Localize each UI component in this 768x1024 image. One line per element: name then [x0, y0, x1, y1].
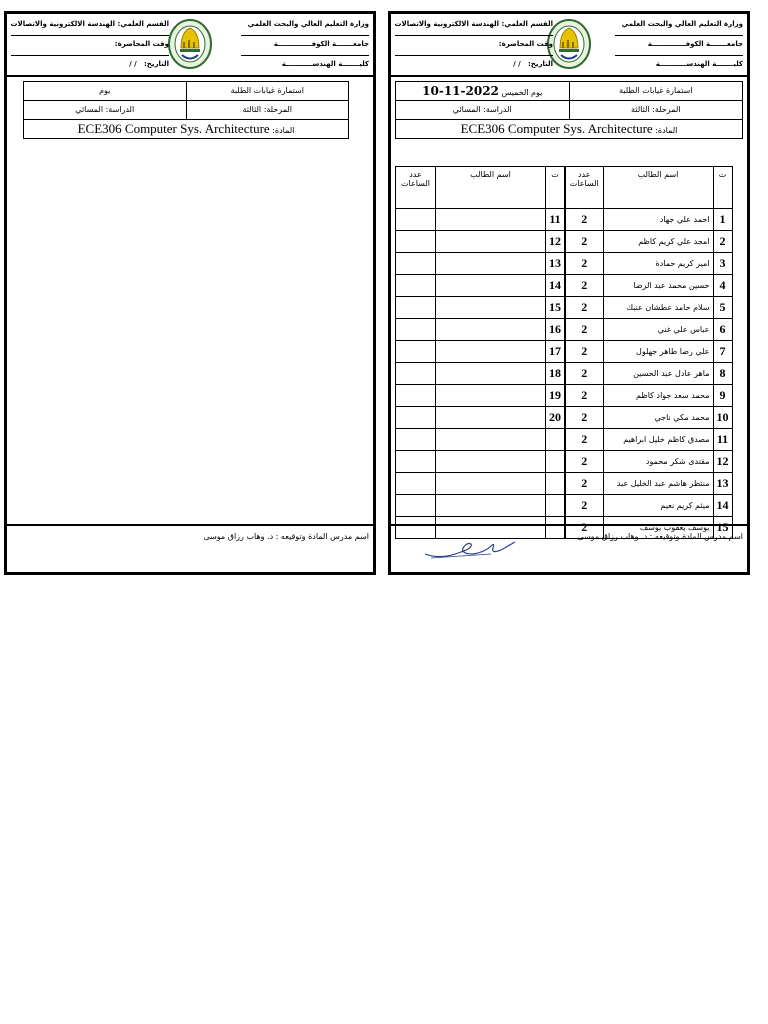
college-name: كليـــــــة الهندســـــــــــة	[615, 56, 743, 76]
table-row	[396, 253, 733, 275]
absence-hours-2	[396, 209, 436, 231]
student-name-2	[436, 429, 546, 451]
student-name: علي رضا طاهر جهلول	[603, 341, 713, 363]
sheet-footer	[391, 524, 747, 572]
row-number-2	[546, 451, 566, 473]
row-number-2: 11	[546, 209, 566, 231]
table-row	[396, 231, 733, 253]
university-seal-icon	[167, 18, 213, 70]
student-name-2	[436, 451, 546, 473]
absence-hours: 2	[565, 363, 603, 385]
col-hours-header-2: عدد الساعات	[396, 167, 436, 209]
absence-hours-2	[396, 385, 436, 407]
sheet-header	[7, 14, 373, 77]
absence-hours: 2	[565, 297, 603, 319]
student-name: احمد علي جهاد	[603, 209, 713, 231]
row-number: 15	[713, 517, 732, 539]
subject-field	[24, 120, 348, 138]
row-number-2	[546, 495, 566, 517]
row-number-2: 18	[546, 363, 566, 385]
department-name: القسم العلمي: الهندسة الالكترونية والاتصالات	[11, 16, 169, 36]
absence-hours-2	[396, 451, 436, 473]
absence-hours-2	[396, 341, 436, 363]
student-name-2	[436, 253, 546, 275]
day-field	[396, 82, 570, 100]
handwritten-signature	[421, 530, 517, 562]
absence-hours-2	[396, 495, 436, 517]
row-number: 11	[713, 429, 732, 451]
student-name: سلام حامد عطشان عنبك	[603, 297, 713, 319]
student-name: مقتدى شكر محمود	[603, 451, 713, 473]
student-name-2	[436, 363, 546, 385]
row-number: 8	[713, 363, 732, 385]
col-name-header: اسم الطالب	[603, 167, 713, 209]
student-name: عباس علي غني	[603, 319, 713, 341]
absence-hours-2	[396, 363, 436, 385]
col-no-header-2: ت	[546, 167, 566, 209]
absence-hours: 2	[565, 275, 603, 297]
form-title: استمارة غيابات الطلبة	[230, 86, 304, 95]
ministry-name: وزارة التعليم العالي والبحث العلمي	[615, 16, 743, 36]
date-label: التاريخ:	[527, 60, 553, 68]
date-label: التاريخ:	[143, 60, 169, 68]
row-number: 6	[713, 319, 732, 341]
date-blank: / /	[129, 60, 137, 68]
row-number-2: 19	[546, 385, 566, 407]
ministry-block	[241, 16, 369, 76]
lecture-time-label: وقت المحاضرة:	[11, 36, 169, 56]
student-name-2	[436, 473, 546, 495]
col-no-header: ت	[713, 167, 732, 209]
university-name: جامعـــــــة الكوفــــــــــــــة	[241, 36, 369, 56]
student-name-2	[436, 297, 546, 319]
student-name: يوسف يعقوب يوسف	[603, 517, 713, 539]
row-number: 12	[713, 451, 732, 473]
row-number: 5	[713, 297, 732, 319]
table-row	[396, 275, 733, 297]
student-name: محمد مكي ناجي	[603, 407, 713, 429]
student-absence-table	[395, 166, 733, 539]
absence-hours: 2	[565, 473, 603, 495]
row-number-2: 12	[546, 231, 566, 253]
absence-hours: 2	[565, 495, 603, 517]
date-blank: / /	[513, 60, 521, 68]
study-field: الدراسة: المسائي	[396, 101, 570, 119]
attendance-sheet-blank	[4, 11, 376, 575]
department-block	[395, 16, 553, 76]
table-row	[396, 209, 733, 231]
absence-hours-2	[396, 275, 436, 297]
absence-hours: 2	[565, 451, 603, 473]
col-name-header-2: اسم الطالب	[436, 167, 546, 209]
row-number: 9	[713, 385, 732, 407]
row-number-2: 17	[546, 341, 566, 363]
absence-hours: 2	[565, 253, 603, 275]
col-hours-header: عدد الساعات	[565, 167, 603, 209]
student-name-2	[436, 385, 546, 407]
row-number-2	[546, 429, 566, 451]
subject-label: المادة:	[655, 126, 678, 135]
student-name: حسين محمد عبد الرضا	[603, 275, 713, 297]
student-name-2	[436, 495, 546, 517]
absence-hours-2	[396, 231, 436, 253]
absence-hours: 2	[565, 231, 603, 253]
absence-hours-2	[396, 319, 436, 341]
table-row	[396, 319, 733, 341]
absence-hours: 2	[565, 209, 603, 231]
student-name: امجد علي كريم كاظم	[603, 231, 713, 253]
row-number-2: 13	[546, 253, 566, 275]
student-name: امير كريم حمادة	[603, 253, 713, 275]
table-row	[396, 451, 733, 473]
date-label-row	[11, 56, 169, 76]
table-row	[396, 341, 733, 363]
department-block	[11, 16, 169, 76]
row-number: 7	[713, 341, 732, 363]
lecture-time-label: وقت المحاضرة:	[395, 36, 553, 56]
row-number: 2	[713, 231, 732, 253]
subject-field	[396, 120, 742, 138]
table-row	[396, 385, 733, 407]
stage-field: المرحلة: الثالثة	[242, 105, 292, 114]
day-field: يوم	[24, 82, 187, 100]
instructor-signature-label: اسم مدرس المادة وتوقيعه : د. وهاب رزاق موسى	[577, 532, 743, 541]
row-number-2: 15	[546, 297, 566, 319]
table-row	[396, 473, 733, 495]
instructor-signature-label: اسم مدرس المادة وتوقيعه : د. وهاب رزاق موسى	[203, 532, 369, 541]
subject-name: ECE306 Computer Sys. Architecture	[77, 121, 270, 136]
table-row	[396, 495, 733, 517]
absence-hours: 2	[565, 429, 603, 451]
row-number: 14	[713, 495, 732, 517]
absence-hours-2	[396, 253, 436, 275]
department-name: القسم العلمي: الهندسة الالكترونية والاتصالات	[395, 16, 553, 36]
ministry-block	[615, 16, 743, 76]
sheet-footer	[7, 524, 373, 572]
absence-hours-2	[396, 473, 436, 495]
form-info	[23, 81, 349, 139]
absence-hours-2	[396, 407, 436, 429]
student-name-2	[436, 319, 546, 341]
student-name-2	[436, 341, 546, 363]
row-number-2: 14	[546, 275, 566, 297]
day-label: يوم الخميس	[501, 88, 543, 97]
row-number-2	[546, 473, 566, 495]
row-number: 10	[713, 407, 732, 429]
table-row	[396, 297, 733, 319]
table-row	[396, 363, 733, 385]
absence-hours: 2	[565, 341, 603, 363]
attendance-sheet-filled	[388, 11, 750, 575]
university-name: جامعـــــــة الكوفــــــــــــــة	[615, 36, 743, 56]
date-label-row	[395, 56, 553, 76]
subject-label: المادة:	[272, 126, 295, 135]
row-number-2: 20	[546, 407, 566, 429]
lecture-date: 2022-11-10	[422, 84, 499, 98]
study-field: الدراسة: المسائي	[24, 101, 187, 119]
row-number: 13	[713, 473, 732, 495]
student-name: منتظر هاشم عبد الخليل عبد	[603, 473, 713, 495]
absence-hours-2	[396, 429, 436, 451]
row-number: 3	[713, 253, 732, 275]
ministry-name: وزارة التعليم العالي والبحث العلمي	[241, 16, 369, 36]
form-title: استمارة غيابات الطلبة	[619, 86, 693, 95]
subject-name: ECE306 Computer Sys. Architecture	[460, 121, 653, 136]
table-row	[396, 407, 733, 429]
student-name: ميثم كريم نعيم	[603, 495, 713, 517]
row-number: 4	[713, 275, 732, 297]
sheet-header	[391, 14, 747, 77]
student-name: مصدق كاظم خليل ابراهيم	[603, 429, 713, 451]
student-name: محمد سعد جواد كاظم	[603, 385, 713, 407]
absence-hours-2	[396, 297, 436, 319]
absence-hours: 2	[565, 517, 603, 539]
form-info	[395, 81, 743, 139]
student-name: ماهر عادل عبد الحسين	[603, 363, 713, 385]
stage-field: المرحلة: الثالثة	[631, 105, 681, 114]
student-name-2	[436, 209, 546, 231]
absence-hours: 2	[565, 407, 603, 429]
table-row	[396, 429, 733, 451]
student-name-2	[436, 407, 546, 429]
student-name-2	[436, 275, 546, 297]
row-number-2: 16	[546, 319, 566, 341]
student-name-2	[436, 231, 546, 253]
college-name: كليـــــــة الهندســـــــــــة	[241, 56, 369, 76]
row-number: 1	[713, 209, 732, 231]
absence-hours: 2	[565, 319, 603, 341]
table-header-row	[396, 167, 733, 209]
absence-hours: 2	[565, 385, 603, 407]
